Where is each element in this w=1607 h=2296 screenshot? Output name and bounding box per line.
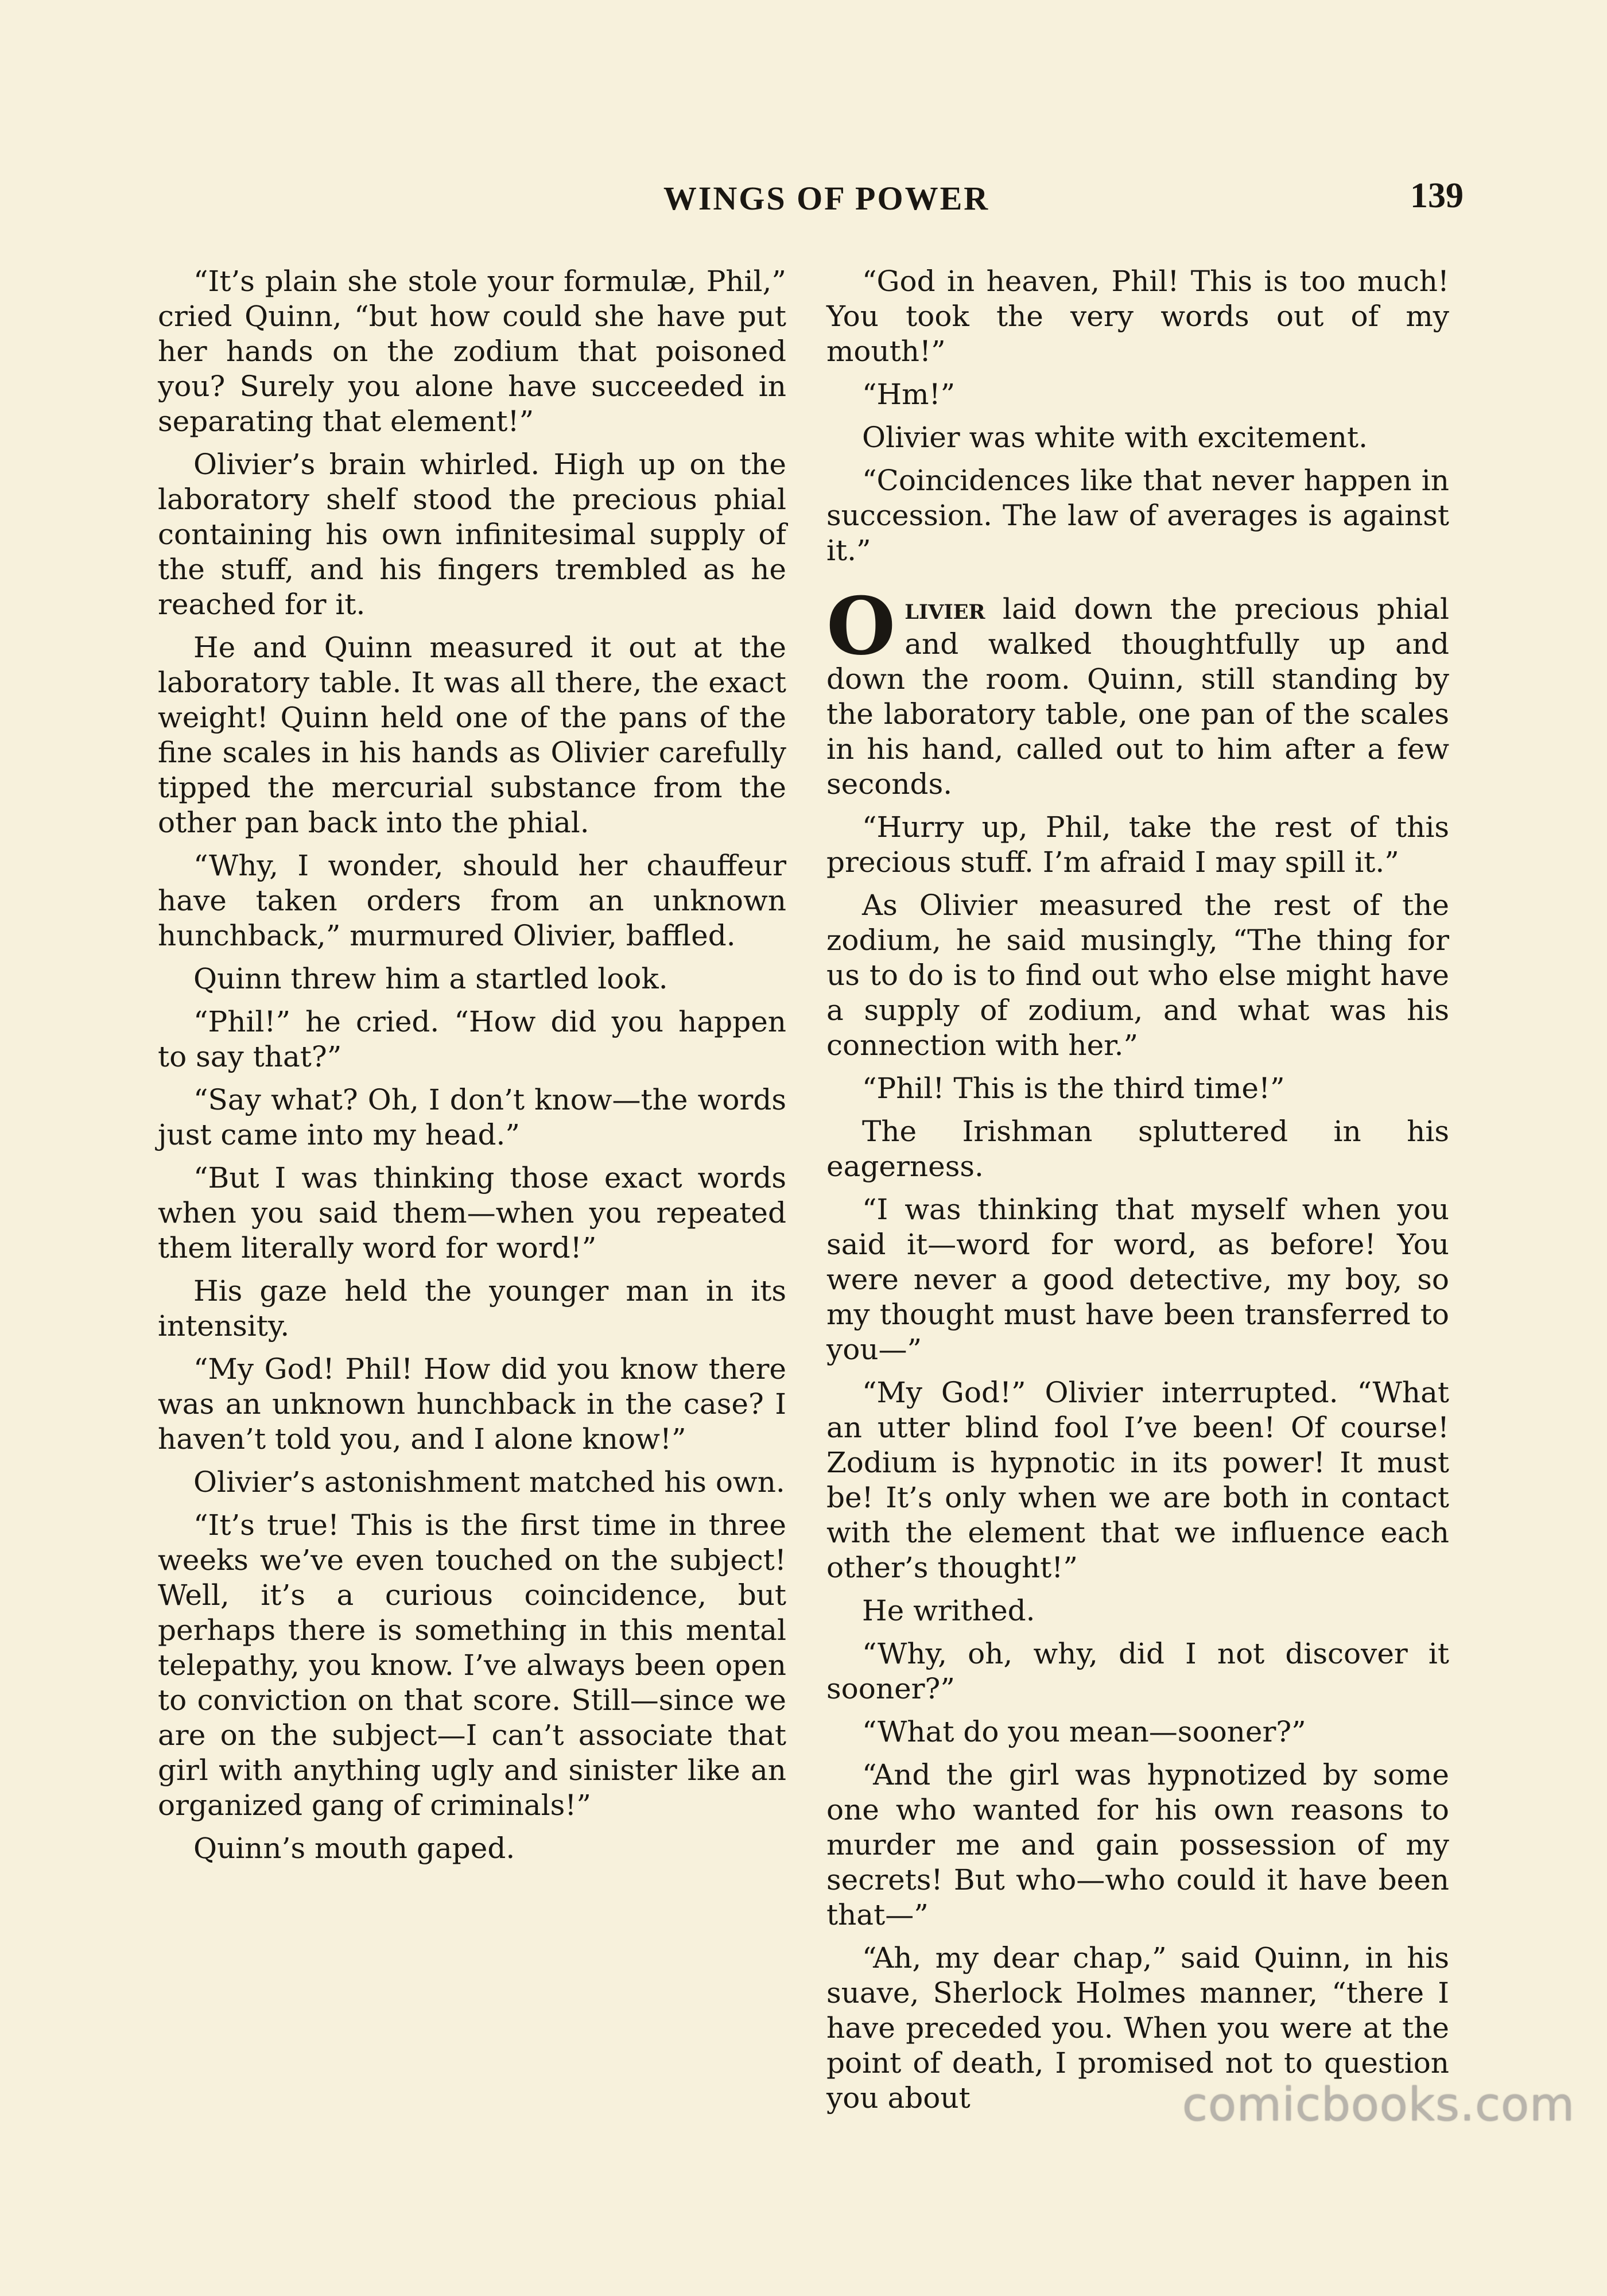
paragraph: “My God! Phil! How did you know there was an unknown hunchback in the case? I haven’t told you, and I alone know!” — [158, 1352, 786, 1456]
paragraph: “Ah, my dear chap,” said Quinn, in his suave, Sherlock Holmes manner, “there I have preceded you. When you were at the point of death, I promised not to question you about — [826, 1941, 1449, 2115]
running-title: WINGS OF POWER — [663, 180, 990, 217]
paragraph: “Hurry up, Phil, take the rest of this precious stuff. I’m afraid I may spill it.” — [826, 810, 1449, 879]
paragraph: “Say what? Oh, I don’t know—the words just came into my head.” — [158, 1083, 786, 1151]
paragraph: Olivier’s astonishment matched his own. — [193, 1465, 785, 1499]
paragraph: Quinn’s mouth gaped. — [193, 1832, 515, 1865]
paragraph: “God in heaven, Phil! This is too much! You took the very words out of my mouth!” — [826, 265, 1449, 368]
paragraph: “It’s true! This is the first time in three weeks we’ve even touched on the subject! Well, it’s a curious coincidence, but perhaps there is something in this mental telepathy, you know. I’ve always been open to conviction on that score. Still—since we are on the subject—I can’t associate that girl with anything ugly and sinister like an organized gang of criminals!” — [158, 1508, 786, 1822]
watermark: comicbooks.com — [1182, 2078, 1575, 2131]
paragraph: As Olivier measured the rest of the zodium, he said musingly, “The thing for us to do is to find out who else might have a supply of zodium, and what was his connection with her.” — [826, 889, 1449, 1062]
page-number: 139 — [1410, 176, 1464, 215]
paragraph: Olivier was white with excitement. — [862, 421, 1368, 454]
paragraph: “And the girl was hypnotized by some one who wanted for his own reasons to murder me and gain possession of my secrets! But who—who could it have been that—” — [826, 1758, 1449, 1932]
drop-cap: O — [826, 579, 896, 673]
paragraph-text: laid down the precious phial and walked thoughtfully up and down the room. Quinn, still standing by the laboratory table, one pan of the scales in his hand, called out to him after a few seconds. — [826, 592, 1449, 801]
section-opening-paragraph — [826, 579, 1449, 802]
paragraph: “It’s plain she stole your formulæ, Phil,” cried Quinn, “but how could she have put her hands on the zodium that poisoned you? Surely you alone have succeeded in separating that element!” — [158, 265, 786, 438]
paragraph: Olivier’s brain whirled. High up on the laboratory shelf stood the precious phial containing his own infinitesimal supply of the stuff, and his fingers trembled as he reached for it. — [158, 448, 786, 621]
right-column — [826, 264, 1449, 2124]
paragraph: The Irishman spluttered in his eagerness. — [826, 1115, 1449, 1183]
left-column — [158, 264, 786, 1874]
paragraph: Quinn threw him a startled look. — [193, 962, 668, 995]
paragraph: He writhed. — [862, 1594, 1035, 1627]
paragraph: “I was thinking that myself when you said it—word for word, as before! You were never a good detective, my boy, so my thought must have been transferred to you—” — [826, 1193, 1449, 1366]
paragraph: “Coincidences like that never happen in succession. The law of averages is against it.” — [826, 464, 1449, 567]
paragraph: He and Quinn measured it out at the laboratory table. It was all there, the exact weight! Quinn held one of the pans of the fine scales in his hands as Olivier carefully tipped the mercurial substance from the other pan back into the phial. — [158, 631, 786, 839]
small-caps-word: livier — [905, 592, 985, 626]
paragraph: “Phil!” he cried. “How did you happen to say that?” — [158, 1005, 786, 1073]
paragraph: “Phil! This is the third time!” — [862, 1072, 1285, 1105]
paragraph: “Why, I wonder, should her chauffeur have taken orders from an unknown hunchback,” murmured Olivier, baffled. — [158, 849, 786, 952]
paragraph: “Why, oh, why, did I not discover it sooner?” — [826, 1637, 1449, 1705]
paragraph: “But I was thinking those exact words when you said them—when you repeated them literally word for word!” — [158, 1161, 786, 1265]
paragraph: “What do you mean—sooner?” — [862, 1715, 1306, 1748]
paragraph: “My God!” Olivier interrupted. “What an utter blind fool I’ve been! Of course! Zodium is hypnotic in its power! It must be! It’s only when we are both in contact with the element that we influence each other’s thought!” — [826, 1376, 1449, 1584]
paragraph: “Hm!” — [862, 378, 956, 411]
paragraph: His gaze held the younger man in its intensity. — [158, 1274, 786, 1343]
